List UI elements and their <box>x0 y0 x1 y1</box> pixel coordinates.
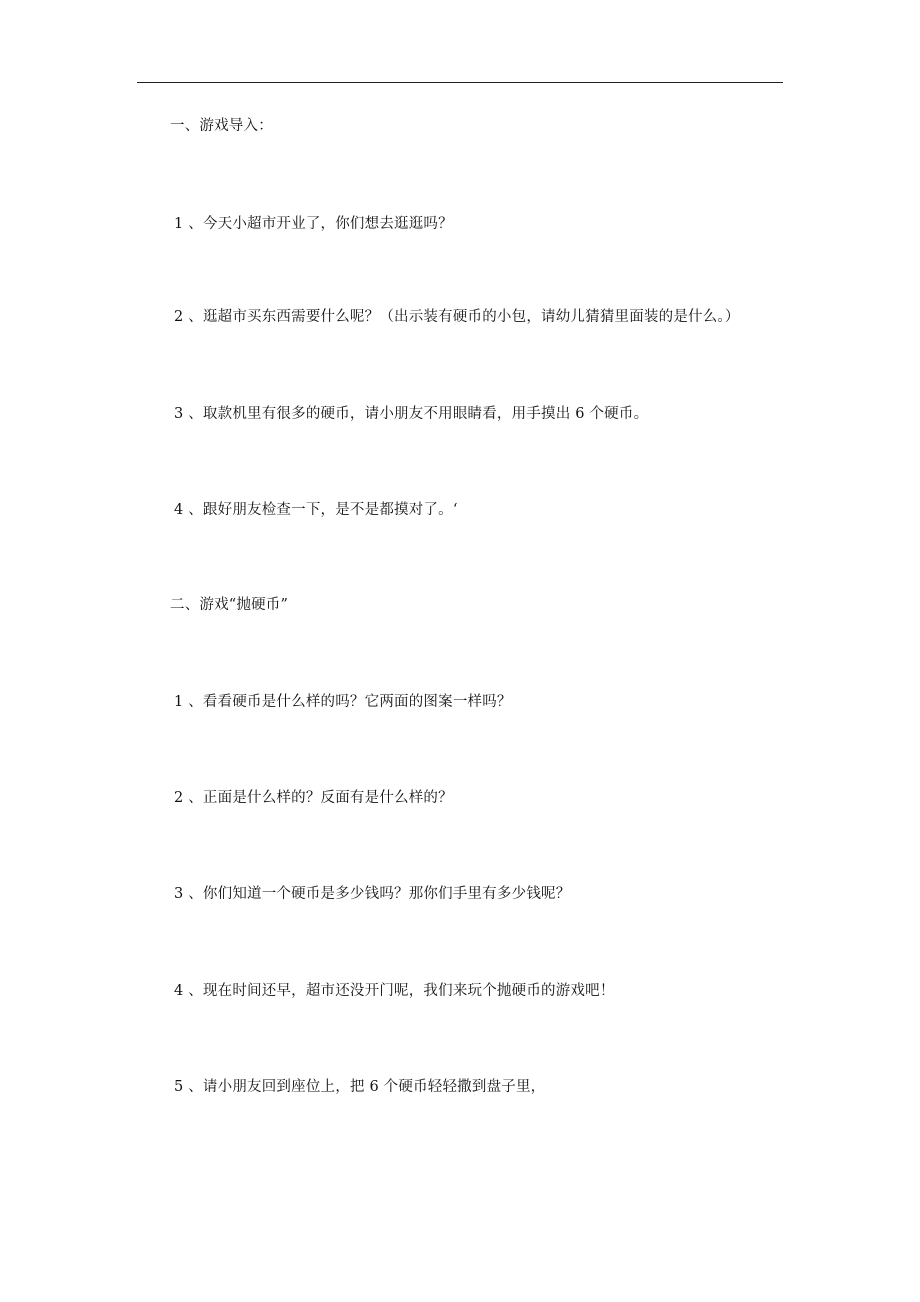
section-heading-coin-toss: 二、游戏“抛硬币” <box>170 597 289 613</box>
list-item: 2 、正面是什么样的？反面有是什么样的？ <box>174 790 453 806</box>
list-item: 3 、取款机里有很多的硬币，请小朋友不用眼睛看，用手摸出 6 个硬币。 <box>174 406 649 422</box>
section-heading-game-intro: 一、游戏导入： <box>170 118 273 134</box>
list-item: 2 、逛超市买东西需要什么呢？（出示装有硬币的小包，请幼儿猜猜里面装的是什么。） <box>174 309 740 325</box>
list-item: 4 、跟好朋友检查一下，是不是都摸对了。‘ <box>174 502 458 518</box>
list-item: 5 、请小朋友回到座位上，把 6 个硬币轻轻撒到盘子里， <box>174 1079 546 1095</box>
list-item: 3 、你们知道一个硬币是多少钱吗？那你们手里有多少钱呢？ <box>174 886 571 902</box>
header-rule <box>137 82 783 83</box>
list-item: 1 、今天小超市开业了，你们想去逛逛吗？ <box>174 216 453 232</box>
list-item: 1 、看看硬币是什么样的吗？它两面的图案一样吗？ <box>174 694 512 710</box>
list-item: 4 、现在时间还早，超市还没开门呢，我们来玩个抛硬币的游戏吧！ <box>174 983 615 999</box>
